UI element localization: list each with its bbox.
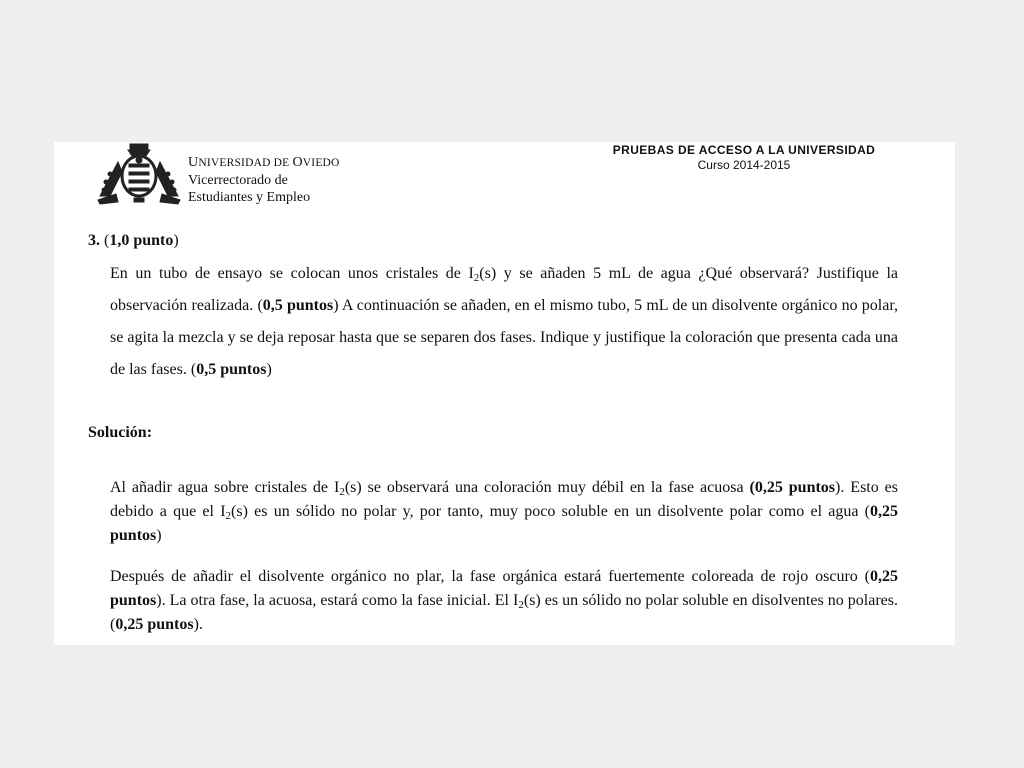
solution-heading: Solución: [88, 424, 153, 441]
document-page [54, 142, 955, 645]
exam-title: PRUEBAS DE ACCESO A LA UNIVERSIDAD [612, 143, 876, 157]
solution-paragraph-2: Después de añadir el disolvente orgánico no plar, la fase orgánica estará fuertemente coloreada de rojo oscuro (0,25 puntos). La otra fase, la acuosa, estará como la fase inicial. El $I_2(s)$ es un sólido no polar soluble en disolventes no polares. (0,25 puntos). [110, 568, 898, 633]
exam-header [574, 143, 914, 173]
vicerrectorado-line-2: Estudiantes y Empleo [188, 190, 311, 205]
exam-year: Curso 2014-2015 [697, 158, 791, 172]
university-name: UNIVERSIDAD DE OVIEDO [188, 155, 340, 170]
question-body: En un tubo de ensayo se colocan unos cristales de $I_2(s)$ y se añaden 5 mL de agua ¿Qué observará? Justifique la observación realizada. (0,5 puntos) A continuación se añaden, en el mismo tubo, 5 mL de un disolvente orgánico no polar, se agita la mezcla y se deja reposar hasta que se separen dos fases. Indique y justifique la coloración que presenta cada una de las fases. (0,5 puntos) [110, 265, 899, 378]
question-heading: 3. (1,0 punto) [88, 232, 179, 249]
vicerrectorado-line-1: Vicerrectorado de [188, 173, 288, 188]
university-block [188, 154, 340, 206]
solution-paragraph-1: Al añadir agua sobre cristales de $I_2(s)$ se observará una coloración muy débil en la fase acuosa (0,25 puntos). Esto es debido a que el $I_2(s)$ es un sólido no polar y, por tanto, muy poco soluble en un disolvente polar como el agua (0,25 puntos) [110, 479, 899, 544]
university-crest-icon [96, 142, 182, 208]
